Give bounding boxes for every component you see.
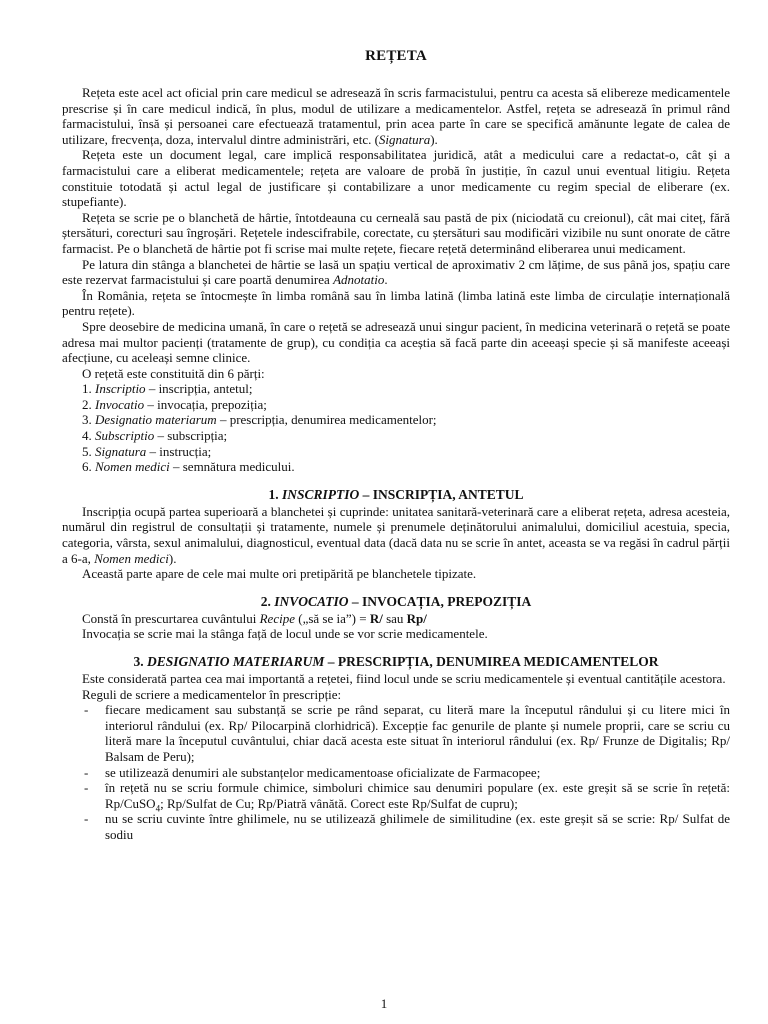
parts-list-item: 6. Nomen medici – semnătura medicului. [82, 459, 295, 475]
section-paragraph: Această parte apare de cele mai multe ori pretipărită pe blanchetele tipizate. [82, 566, 477, 582]
section-designatio [62, 654, 730, 843]
rule-item: - fiecare medicament sau substanță se scrie pe rând separat, cu literă mare la începutul rândului și cu litere mici în interiorul rândului (ex. Rp/ Pilocarpină clorhidrică). Excepție fac genurile de plante și numele proprii, care se scriu cu literă mare la începutul cuvântului, chiar dacă acesta este situat în interiorul rândului (ex. Rp/ Frunze de Digitalis; Rp/ Balsam de Peru); [84, 702, 730, 764]
rules-intro: Reguli de scriere a medicamentelor în prescripție: [82, 686, 342, 702]
parts-list-item: 2. Invocatio – invocația, prepoziția; [82, 396, 267, 412]
section-heading: 3. DESIGNATIO MATERIARUM – PRESCRIPȚIA, DENUMIREA MEDICAMENTELOR [133, 654, 659, 669]
section-paragraph: Inscripția ocupă partea superioară a blanchetei și cuprinde: unitatea sanitară-veterinară care a eliberat rețeta, adresa acesteia, numărul din registrul de consultații și tratamente, numele și prenumele deținătorului animalului, domiciliul acestuia, specia, categoria, vârsta, sexul animalului, diagnosticul, eventual data (dacă data nu se scrie în antet, aceasta se va regăsi în cadrul părții a 6-a, Nomen medici). [62, 503, 730, 566]
dash-bullet: - [84, 702, 89, 718]
intro-paragraph: Rețeta se scrie pe o blanchetă de hârtie, întotdeauna cu cerneală sau pastă de pix (niciodată cu creionul), cât mai citeț, fără ștersături, corecturi sau îngroșări. Rețetele indescifrabile, corectate, cu ștersături sau modificări vizibile nu sunt onorate de către farmacist. Pe o blanchetă de hârtie pot fi scrise mai multe rețete, fiecare rețetă determinând eliberarea unui medicament. [62, 209, 730, 256]
dash-bullet: - [84, 780, 89, 796]
rules-list [62, 702, 730, 842]
parts-list-item: 3. Designatio materiarum – prescripția, denumirea medicamentelor; [82, 412, 437, 428]
page-number: 1 [380, 996, 388, 1011]
parts-list-item: 1. Inscriptio – inscripția, antetul; [82, 381, 253, 397]
section-paragraph: Este considerată partea cea mai importantă a rețetei, fiind locul unde se scriu medicamentele și eventual cantitățile acestora. [82, 671, 726, 686]
intro-paragraph: În România, rețeta se întocmește în limba română sau în limba latină (limba latină este limba de circulație internațională pentru rețete). [62, 287, 730, 319]
parts-intro: O rețetă este constituită din 6 părți: [82, 365, 265, 381]
section-invocatio [62, 594, 730, 642]
rule-item: - în rețetă nu se scriu formule chimice, simboluri chimice sau denumiri populare (ex. este greșit să se scrie în rețetă: Rp/CuSO$_4$; Rp/Sulfat de Cu; Rp/Piatră vânătă. Corect este Rp/Sulfat de cupru); [84, 780, 730, 814]
document-title: REȚETA [365, 48, 427, 64]
section-inscriptio [62, 487, 730, 582]
dash-bullet: - [84, 764, 89, 780]
intro-paragraph: Rețeta este un document legal, care implică responsabilitatea juridică, atât a medicului care a redactat-o, cât și a farmacistului care a eliberat medicamentele; rețeta are valoare de probă în justiție, în cazul unui eventual litigiu. Rețeta constituie totodată și actul legal de justificare și contabilizare a unor medicamente cu regim special de eliberare (ex. stupefiante). [62, 147, 730, 210]
section-paragraph: Invocația se scrie mai la stânga față de locul unde se vor scrie medicamentele. [82, 626, 488, 642]
intro-paragraph: Rețeta este acel act oficial prin care medicul se adresează în scris farmacistului, pentru ca acesta să elibereze medicamentele prescrise și în care medicul indică, în plus, modul de utilizare a medicamentelor. Astfel, rețeta se adresează în primul rând farmacistului, însă și persoanei care efectuează tratamentul, prin acea parte în care se specifică amănunte legate de calea de utilizare, frecvența, doza, intervalul dintre administrări, etc. (Signatura). [62, 85, 730, 147]
parts-list-item: 5. Signatura – instrucția; [82, 443, 212, 459]
intro-paragraph: Pe latura din stânga a blanchetei de hârtie se lasă un spațiu vertical de aproximativ 2 cm lățime, de sus până jos, spațiu care este rezervat farmacistului și care poartă denumirea Adnotatio. [62, 256, 730, 288]
section-heading: 1. INSCRIPTIO – INSCRIPȚIA, ANTETUL [268, 486, 524, 502]
section-heading: 2. INVOCATIO – INVOCAȚIA, PREPOZIȚIA [260, 593, 532, 609]
intro-paragraph: Spre deosebire de medicina umană, în care o rețetă se adresează unui singur pacient, în medicina veterinară o rețetă se poate adresa mai multor pacienți (tratamente de grup), cu condiția ca aceștia să facă parte din aceeași specie și să manifeste aceeași afecțiune, cu aceleași semne clinice. [62, 318, 730, 366]
rule-item: - nu se scriu cuvinte între ghilimele, nu se utilizează ghilimele de similitudine (ex. este greșit să se scrie: Rp/ Sulfat de sodiu [84, 811, 730, 842]
parts-list-item: 4. Subscriptio – subscripția; [82, 428, 228, 444]
parts-list [62, 381, 730, 475]
rule-item: - se utilizează denumiri ale substanțelor medicamentoase oficializate de Farmacopee; [84, 764, 541, 780]
dash-bullet: - [84, 811, 89, 827]
intro-section [62, 85, 730, 475]
section-paragraph: Constă în prescurtarea cuvântului Recipe („să se ia”) = R/ sau Rp/ [82, 610, 427, 626]
document-body [62, 48, 730, 843]
